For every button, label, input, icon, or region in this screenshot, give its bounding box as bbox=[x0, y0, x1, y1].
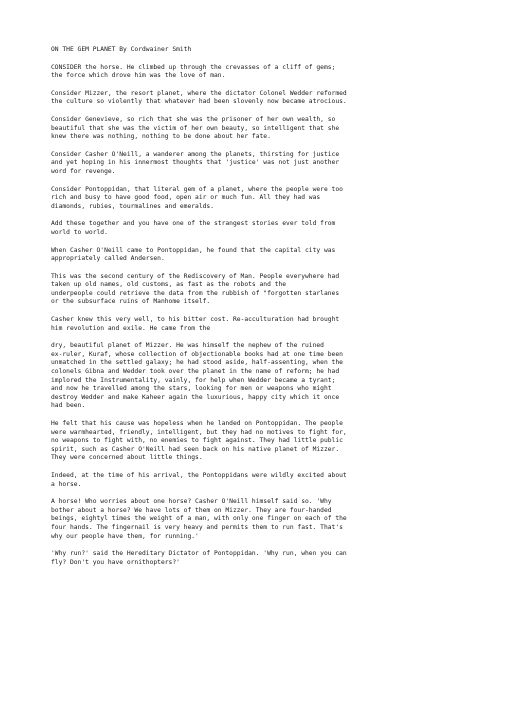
paragraph: Consider Casher O'Neill, a wanderer among the planets, thirsting for justice and yet hoping in his innermost thoughts that 'justice' was not just another word for revenge. bbox=[51, 150, 340, 175]
paragraph: CONSIDER the horse. He climbed up through the crevasses of a cliff of gems; the force which drove him was the love of man. bbox=[51, 63, 336, 80]
paragraph: This was the second century of the Rediscovery of Man. People everywhere had taken up old names, old customs, as fast as the robots and the underpeople could retrieve the data from the rubbish of "forgotten starlanes or the subsurface ruins of Manhome itself. bbox=[51, 272, 340, 306]
paragraph: Indeed, at the time of his arrival, the Pontoppidans were wildly excited about a horse. bbox=[51, 471, 347, 488]
paragraph: Add these together and you have one of the strangest stories ever told from world to world. bbox=[51, 220, 336, 236]
paragraph: A horse! Who worries about one horse? Casher O'Neill himself said so. 'Why bother about a horse? We have lots of them on Mizzer. They are four-handed beings, eightyl times the weight of a man, with only one finger on each of the four hands. The fingernail is very heavy and permits them to run fast. That's why our people have them, for running.' bbox=[51, 498, 347, 540]
paragraph: When Casher O'Neill came to Pontoppidan, he found that the capital city was appropriately called Andersen. bbox=[51, 246, 336, 263]
document-title: ON THE GEM PLANET By Cordwainer Smith bbox=[51, 46, 192, 53]
paragraph: Consider Genevieve, so rich that she was the prisoner of her own wealth, so beautiful that she was the victim of her own beauty, so intelligent that she knew there was nothing, nothing to be done about her fate. bbox=[51, 115, 340, 141]
paragraph: dry, beautiful planet of Mizzer. He was himself the nephew of the ruined ex-ruler, Kuraf, whose collection of objectionable books had at one time been unmatched in the settled galaxy; he had stood aside, half-assenting, when the colonels Gibna and Wedder took over the planet in the name of reform; he had implored the Instrumentality, vainly, for help when Wedder became a tyrant; and now he travelled among the stars, looking for men or weapons who might destroy Wedder and make Kaheer again the luxurious, happy city which it once had been. bbox=[51, 342, 343, 410]
document-page bbox=[51, 46, 483, 576]
paragraph: Casher knew this very well, to his bitter cost. Re-acculturation had brought him revolution and exile. He came from the bbox=[51, 316, 340, 332]
paragraph: Consider Pontoppidan, that literal gem of a planet, where the people were too rich and busy to have good food, open air or much fun. All they had was diamonds, rubies, tourmalines and emeralds. bbox=[51, 185, 343, 210]
paragraph: 'Why run?' said the Hereditary Dictator of Pontoppidan. 'Why run, when you can fly? Don't you have ornithopters?' bbox=[51, 550, 347, 566]
paragraph: Consider Mizzer, the resort planet, where the dictator Colonel Wedder reformed the culture so violently that whatever had been slovenly now became atrocious. bbox=[51, 89, 347, 106]
paragraph: He felt that his cause was hopeless when he landed on Pontoppidan. The people were warmhearted, friendly, intelligent, but they had no motives to fight for, no weapons to fight with, no enemies to fight against. They had little public spirit, such as Casher O'Neill had seen back on his native planet of Mizzer. They were concerned about little things. bbox=[51, 420, 347, 462]
